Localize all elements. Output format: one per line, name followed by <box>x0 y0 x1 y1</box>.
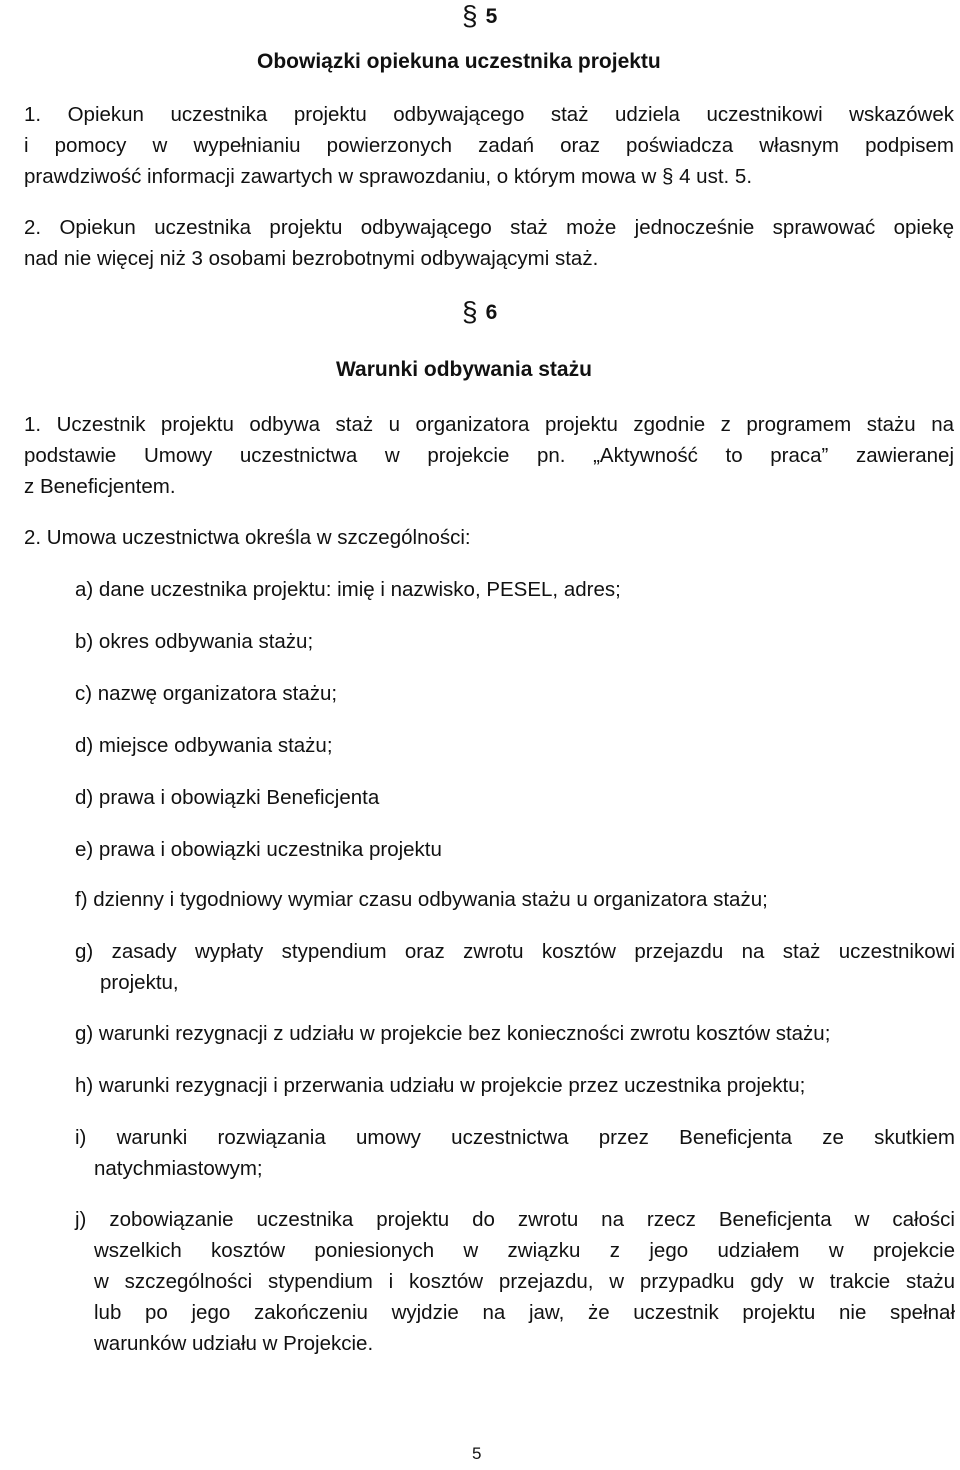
list-item-d2: d) prawa i obowiązki Beneficjenta <box>75 786 380 809</box>
section-5-para-2-line-1: 2. Opiekun uczestnika projektu odbywającego staż może jednocześnie sprawować opiekę <box>24 216 954 239</box>
list-item-j-line-1: j) zobowiązanie uczestnika projektu do zwrotu na rzecz Beneficjenta w całości <box>75 1208 955 1231</box>
section-sign: § <box>462 296 478 327</box>
section-5-para-1-line-2: i pomocy w wypełnianiu powierzonych zadań oraz poświadcza własnym podpisem <box>24 134 954 157</box>
list-item-i-line-1: i) warunki rozwiązania umowy uczestnictwa przez Beneficjenta ze skutkiem <box>75 1126 955 1149</box>
section-sign: § <box>462 0 478 31</box>
section-5-para-2-line-2: nad nie więcej niż 3 osobami bezrobotnymi odbywającymi staż. <box>24 247 599 270</box>
list-item-c: c) nazwę organizatora stażu; <box>75 682 338 705</box>
section-5-title: Obowiązki opiekuna uczestnika projektu <box>257 50 661 73</box>
list-item-j-line-2: wszelkich kosztów poniesionych w związku z jego udziałem w projekcie <box>94 1239 955 1262</box>
list-item-f: f) dzienny i tygodniowy wymiar czasu odbywania stażu u organizatora stażu; <box>75 888 768 911</box>
list-item-j-line-4: lub po jego zakończeniu wyjdzie na jaw, że uczestnik projektu nie spełnał <box>94 1301 955 1324</box>
list-item-j-line-3: w szczególności stypendium i kosztów przejazdu, w przypadku gdy w trakcie stażu <box>94 1270 955 1293</box>
section-5-number: § 5 <box>462 0 498 31</box>
list-item-a: a) dane uczestnika projektu: imię i nazwisko, PESEL, adres; <box>75 578 621 601</box>
section-6-para-2-intro: 2. Umowa uczestnictwa określa w szczególności: <box>24 526 471 549</box>
list-item-g1-line-1: g) zasady wypłaty stypendium oraz zwrotu kosztów przejazdu na staż uczestnikowi <box>75 940 955 963</box>
section-6-number: § 6 <box>462 296 498 327</box>
list-item-h: h) warunki rezygnacji i przerwania udziału w projekcie przez uczestnika projektu; <box>75 1074 806 1097</box>
section-5-para-1-line-3: prawdziwość informacji zawartych w sprawozdaniu, o którym mowa w § 4 ust. 5. <box>24 165 753 188</box>
section-6-para-1-line-2: podstawie Umowy uczestnictwa w projekcie pn. „Aktywność to praca” zawieranej <box>24 444 954 467</box>
list-item-i-line-2: natychmiastowym; <box>94 1157 263 1180</box>
list-item-e: e) prawa i obowiązki uczestnika projektu <box>75 838 442 861</box>
section-6-title: Warunki odbywania stażu <box>336 358 592 381</box>
section-5-para-1-line-1: 1. Opiekun uczestnika projektu odbywającego staż udziela uczestnikowi wskazówek <box>24 103 954 126</box>
list-item-b: b) okres odbywania stażu; <box>75 630 314 653</box>
page-number: 5 <box>472 1444 482 1463</box>
list-item-j-line-5: warunków udziału w Projekcie. <box>94 1332 374 1355</box>
list-item-d1: d) miejsce odbywania stażu; <box>75 734 333 757</box>
list-item-g1-line-2: projektu, <box>100 971 179 994</box>
list-item-g2: g) warunki rezygnacji z udziału w projekcie bez konieczności zwrotu kosztów stażu; <box>75 1022 831 1045</box>
section-6-para-1-line-3: z Beneficjentem. <box>24 475 176 498</box>
section-6-para-1-line-1: 1. Uczestnik projektu odbywa staż u organizatora projektu zgodnie z programem stażu na <box>24 413 954 436</box>
